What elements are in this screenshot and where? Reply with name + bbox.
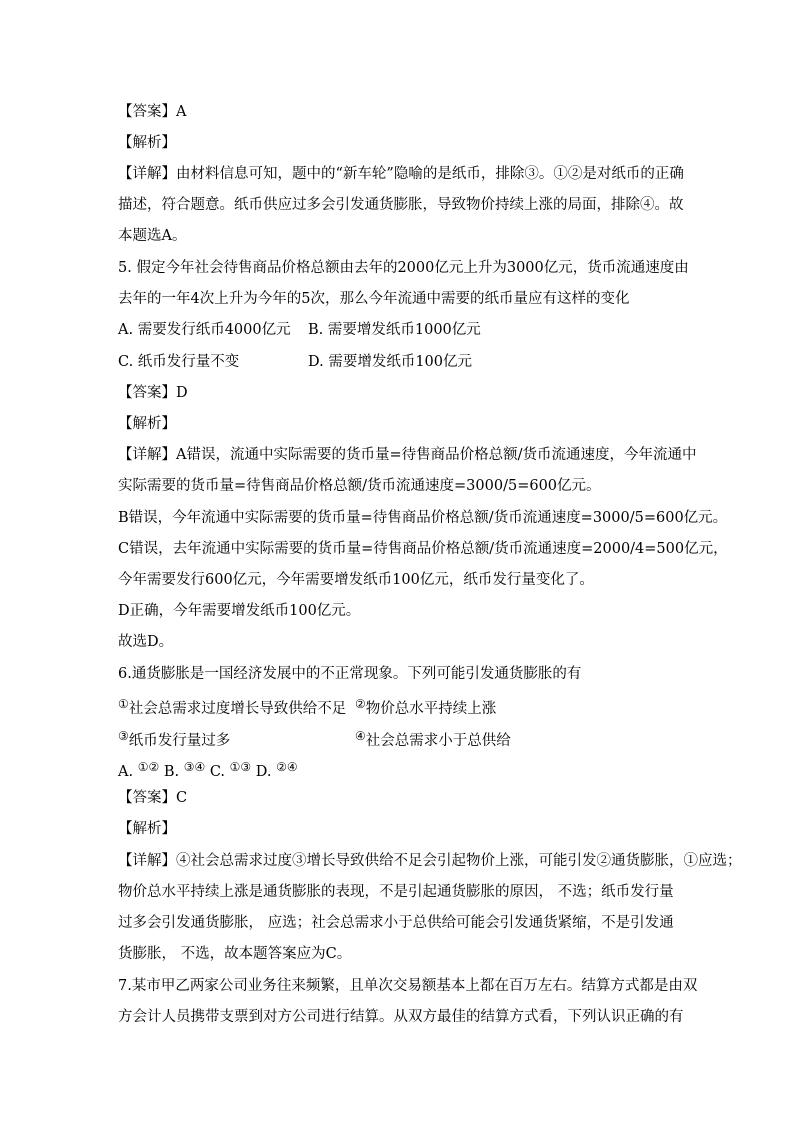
option-letter: D. [255,764,272,780]
option-letter: A. [118,764,134,780]
option-b: B. 需要增发纸币1000亿元 [308,322,481,338]
explanation-line: 货膨胀， 不选，故本题答案应为C。 [118,946,352,962]
question-text: 5. 假定今年社会待售商品价格总额由去年的2000亿元上升为3000亿元，货币流通速度由 [118,260,689,276]
explanation-line: 物价总水平持续上涨是通货膨胀的表现，不是引起通货膨胀的原因， 不选；纸币发行量 [118,884,674,900]
explanation-line: 今年需要发行600亿元，今年需要增发纸币100亿元，纸币发行量变化了。 [118,572,594,588]
explanation-line: 实际需要的货币量=待售商品价格总额/货币流通速度=3000/5=600亿元。 [118,478,601,494]
option-letter: B. [163,764,180,780]
statement-mark: ① [118,697,129,711]
explanation-line: 【详解】由材料信息可知，题中的“新车轮”隐喻的是纸币，排除③。①②是对纸币的正确 [118,166,684,182]
option-c: C. 纸币发行量不变 [118,354,240,370]
answer-label: 【答案】C [118,790,188,806]
explanation-line: 【详解】A错误，流通中实际需要的货币量=待售商品价格总额/货币流通速度，今年流通中 [118,447,697,463]
option-letter: C. [209,764,226,780]
statement-mark: ④ [355,729,366,743]
option-marks: ①② [137,760,160,774]
analysis-label: 【解析】 [118,821,176,837]
statement-item [355,726,511,751]
explanation-line: 故选D。 [118,634,174,650]
option-a: A. 需要发行纸币4000亿元 [118,322,291,338]
answer-label: 【答案】D [118,385,188,401]
explanation-line: D正确，今年需要增发纸币100亿元。 [118,603,361,619]
explanation-line: 【详解】④社会总需求过度③增长导致供给不足会引起物价上涨，可能引发②通货膨胀，①应选； [118,853,742,869]
answer-label: 【答案】A [118,104,187,120]
statement-mark: ② [355,697,366,711]
explanation-line: 本题选A。 [118,228,187,244]
option-marks: ③④ [183,760,206,774]
analysis-label: 【解析】 [118,135,176,151]
option-row [118,757,298,782]
explanation-line: B错误，今年流通中实际需要的货币量=待售商品价格总额/货币流通速度=3000/5=600亿元。 [118,510,728,526]
statement-text: 社会总需求过度增长导致供给不足 [128,701,347,717]
analysis-label: 【解析】 [118,416,176,432]
explanation-line: C错误，去年流通中实际需要的货币量=待售商品价格总额/货币流通速度=2000/4=500亿元， [118,541,728,557]
explanation-line: 描述，符合题意。纸币供应过多会引发通货膨胀，导致物价持续上涨的局面，排除④。故 [118,197,684,213]
option-marks: ②④ [276,760,298,774]
statement-item [118,726,230,751]
question-text: 方会计人员携带支票到对方公司进行结算。从双方最佳的结算方式看，下列认识正确的有 [118,1009,684,1025]
statement-item [355,694,496,719]
statement-text: 纸币发行量过多 [128,733,231,749]
option-d: D. 需要增发纸币100亿元 [308,354,473,370]
statement-item [118,694,346,719]
question-text: 7.某市甲乙两家公司业务往来频繁，且单次交易额基本上都在百万左右。结算方式都是由双 [118,978,698,994]
statement-text: 社会总需求小于总供给 [365,733,511,749]
question-text: 去年的一年4次上升为今年的5次，那么今年流通中需要的纸币量应有这样的变化 [118,291,630,307]
option-marks: ①③ [229,760,252,774]
question-text: 6.通货膨胀是一国经济发展中的不正常现象。下列可能引发通货膨胀的有 [118,666,582,682]
statement-text: 物价总水平持续上涨 [365,701,497,717]
explanation-line: 过多会引发通货膨胀， 应选；社会总需求小于总供给可能会引发通货紧缩，不是引发通 [118,915,674,931]
statement-mark: ③ [118,729,129,743]
